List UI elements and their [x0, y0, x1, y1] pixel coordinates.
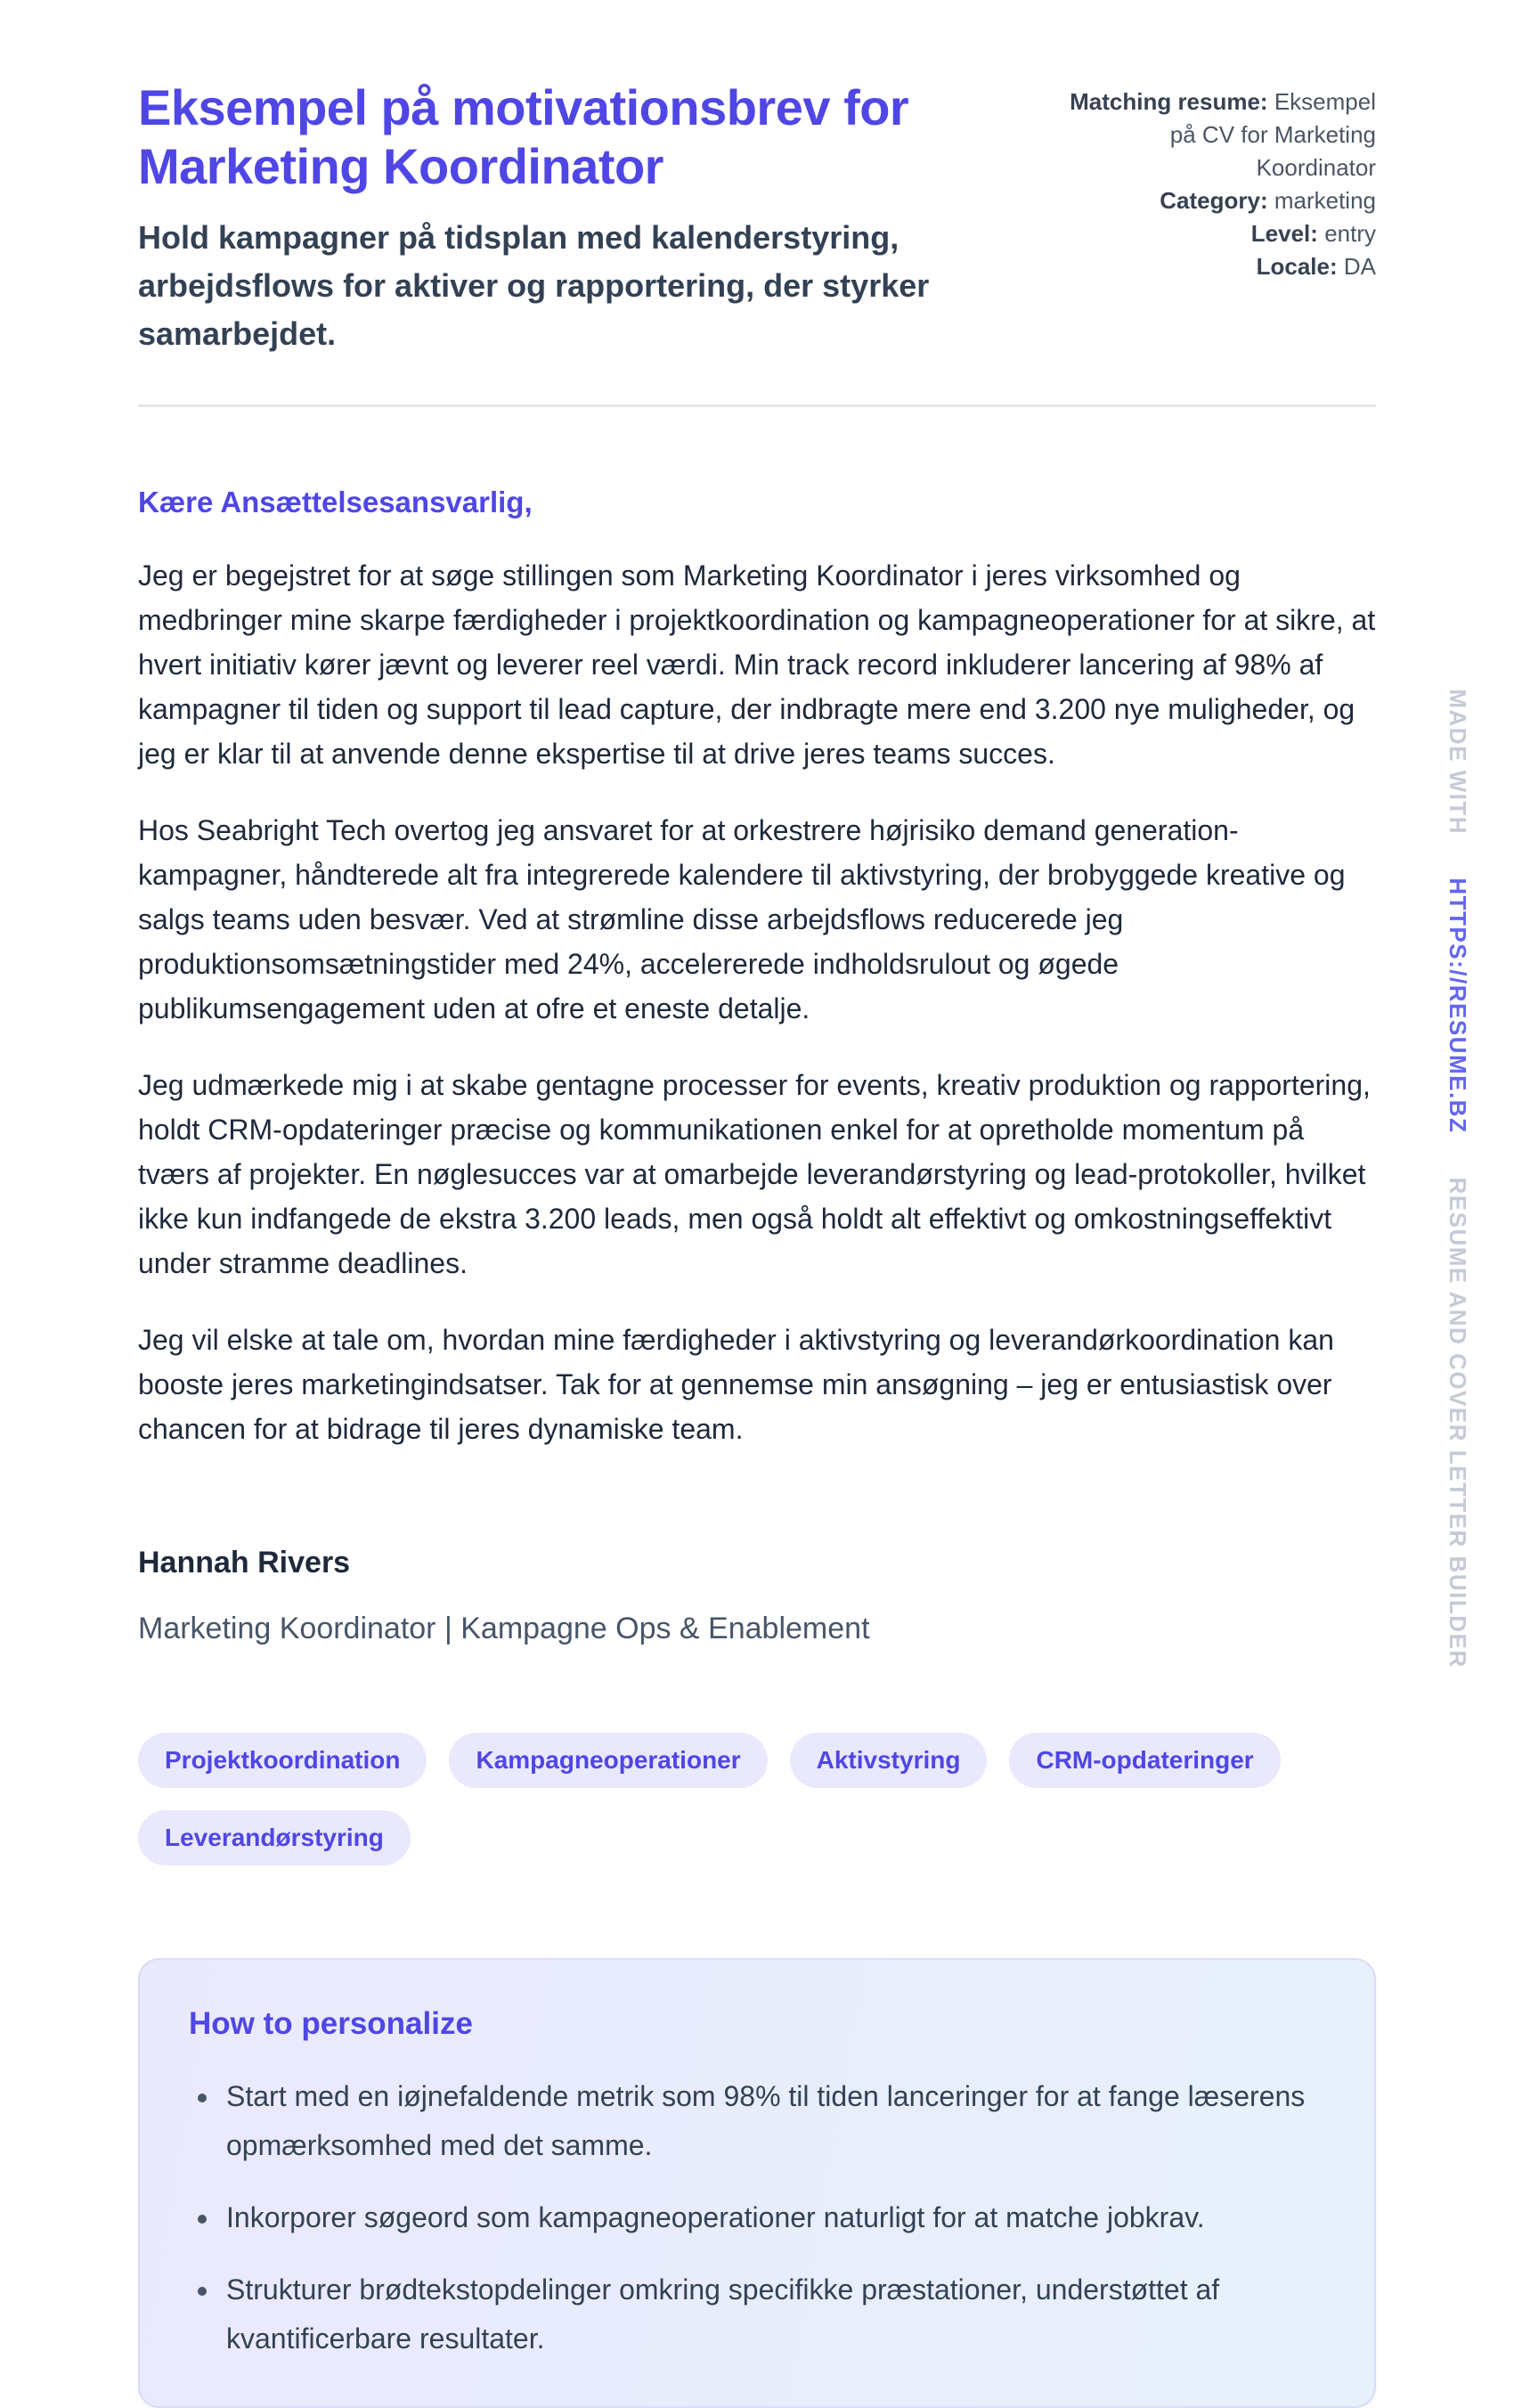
- personalize-tip-list: [189, 2072, 1325, 2363]
- letter-greeting: Kære Ansættelsesansvarlig,: [138, 486, 533, 519]
- page-subtitle: Hold kampagner på tidsplan med kalenderstyring, arbejdsflows for aktiver og rapportering, der styrker samarbejdet.: [138, 219, 930, 353]
- personalize-tip-1: • Start med en iøjnefaldende metrik som 98% til tiden lanceringer for at fange læserens opmærksomhed med det samme.: [221, 2072, 1325, 2170]
- meta-locale: [1055, 250, 1376, 283]
- letter-paragraph-3: Jeg udmærkede mig i at skabe gentagne processer for events, kreativ produktion og rapportering, holdt CRM-opdateringer præcise og kommunikationen enkel for at opretholde momentum på tværs af projekter. En nøglesucces var at omarbejde leverandørstyring og lead-protokoller, hvilket ikke kun indfangede de ekstra 3.200 leads, men også holdt alt effektivt og omkostningseffektivt under stramme deadlines.: [138, 1069, 1371, 1280]
- meta-level: [1055, 217, 1376, 250]
- skill-tag-projektkoordination: Projektkoordination: [138, 1733, 427, 1788]
- meta-category-label: Category:: [1160, 187, 1268, 214]
- personalize-tip-2: • Inkorporer søgeord som kampagneoperationer naturligt for at matche jobkrav.: [221, 2193, 1325, 2242]
- skill-tag-kampagneoperationer: Kampagneoperationer: [449, 1733, 767, 1788]
- meta-level-value: entry: [1324, 220, 1376, 247]
- page-title: Eksempel på motivationsbrev for Marketing Koordinator: [138, 79, 909, 195]
- personalize-tip-3: • Strukturer brødtekstopdelinger omkring specifikke præstationer, understøttet af kvantificerbare resultater.: [221, 2265, 1325, 2363]
- watermark-prefix: MADE WITH: [1445, 689, 1471, 836]
- letter-paragraph-1: Jeg er begejstret for at søge stillingen som Marketing Koordinator i jeres virksomhed og medbringer mine skarpe færdigheder i projektkoordination og kampagneoperationer for at sikre, at hvert initiativ kører jævnt og leverer reel værdi. Min track record inkluderer lancering af 98% af kampagner til tiden og support til lead capture, der indbragte mere end 3.200 nye muligheder, og jeg er klar til at anvende denne ekspertise til at drive jeres teams succes.: [138, 559, 1376, 771]
- meta-category-value: marketing: [1274, 187, 1376, 214]
- skill-tag-leverandorstyring: Leverandørstyring: [138, 1810, 411, 1865]
- meta-locale-value: DA: [1343, 253, 1376, 280]
- skill-tag-crm-opdateringer: CRM-opdateringer: [1009, 1733, 1280, 1788]
- watermark-resume-bz-link[interactable]: HTTPS://RESUME.BZ: [1445, 877, 1471, 1134]
- meta-category: [1055, 184, 1376, 217]
- cover-letter-body: [138, 480, 1376, 1651]
- page-container: [138, 0, 1376, 2408]
- made-with-watermark: [1444, 689, 1471, 1668]
- meta-locale-label: Locale:: [1256, 253, 1338, 280]
- letter-paragraph-4: Jeg vil elske at tale om, hvordan mine færdigheder i aktivstyring og leverandørkoordination kan booste jeres marketingindsatser. Tak for at gennemse min ansøgning – jeg er entusiastisk over chancen for at bidrage til jeres dynamiske team.: [138, 1324, 1334, 1446]
- how-to-personalize-card: [138, 1958, 1376, 2408]
- header-title-block: [138, 78, 1029, 358]
- header-divider: [138, 404, 1376, 407]
- signature-role: Marketing Koordinator | Kampagne Ops & Enablement: [138, 1612, 870, 1646]
- header: [138, 78, 1376, 358]
- skill-tag-aktivstyring: Aktivstyring: [790, 1733, 988, 1788]
- meta-matching-resume: [1055, 86, 1376, 184]
- signature-name: Hannah Rivers: [138, 1546, 351, 1580]
- personalize-title: How to personalize: [189, 2006, 473, 2042]
- meta-matching-resume-value: Eksempel på CV for Marketing Koordinator: [1169, 88, 1376, 181]
- meta-matching-resume-label: Matching resume:: [1070, 88, 1268, 115]
- watermark-suffix: RESUME AND COVER LETTER BUILDER: [1445, 1177, 1471, 1669]
- letter-paragraph-2: Hos Seabright Tech overtog jeg ansvaret for at orkestrere højrisiko demand generation-kampagner, håndterede alt fra integrerede kalendere til aktivstyring, der brobyggede kreative og salgs teams uden besvær. Ved at strømline disse arbejdsflows reducerede jeg produktionsomsætningstider med 24%, accelererede indholdsrulout og øgede publikumsengagement uden at ofre et eneste detalje.: [138, 814, 1346, 1025]
- skill-tags: [138, 1733, 1376, 1865]
- meta-level-label: Level:: [1250, 220, 1318, 247]
- meta-panel: [1055, 78, 1376, 358]
